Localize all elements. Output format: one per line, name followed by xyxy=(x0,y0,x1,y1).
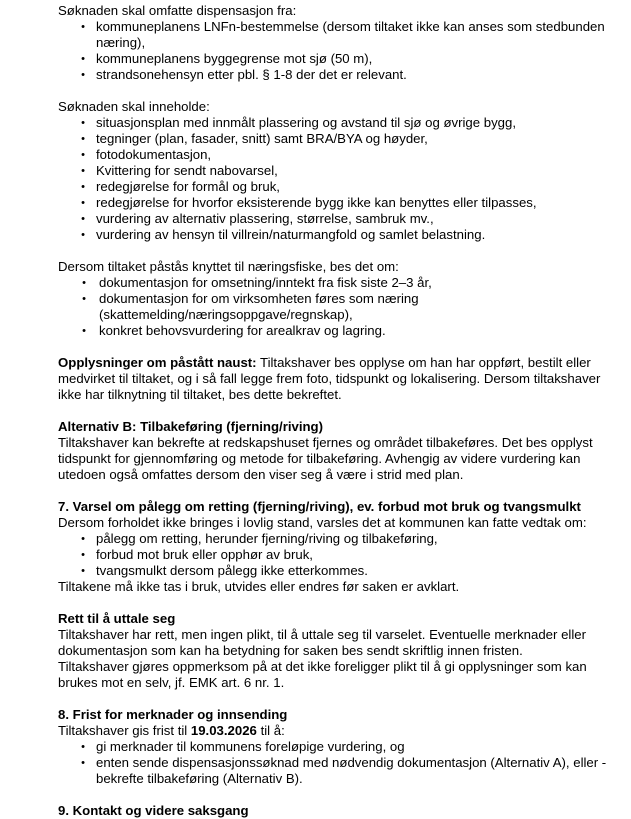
spacer xyxy=(58,83,618,99)
bullet-icon: • xyxy=(82,293,86,305)
naust-label: Opplysninger om påstått naust: xyxy=(58,355,257,370)
section-7-heading: 7. Varsel om pålegg om retting (fjerning/riving), ev. forbud mot bruk og tvangsmulkt xyxy=(58,499,581,514)
list-item: • vurdering av alternativ plassering, størrelse, sambruk mv., xyxy=(96,211,618,227)
list-item: • enten sende dispensasjonssøknad med nødvendig dokumentasjon (Alternativ A), eller - bekrefte tilbakeføring (Alternativ B). xyxy=(96,755,618,787)
list-item: • kommuneplanens LNFn-bestemmelse (dersom tiltaket ikke kan anses som stedbunden næring), xyxy=(96,19,618,51)
spacer xyxy=(58,691,618,707)
section-8-list xyxy=(58,739,618,787)
naeringsfiske-intro: Dersom tiltaket påstås knyttet til næringsfiske, bes det om: xyxy=(58,259,399,274)
list-item: • strandsonehensyn etter pbl. § 1-8 der det er relevant. xyxy=(96,67,618,83)
uttale-text-1: Tiltakshaver har rett, men ingen plikt, til å uttale seg til varselet. Eventuelle merknader eller dokumentasjon som kan ha betydning for saken bes sendt skriftlig innen fristen. xyxy=(58,627,586,658)
bullet-icon: • xyxy=(81,741,85,753)
list-item: • Kvittering for sendt nabovarsel, xyxy=(96,163,618,179)
bullet-icon: • xyxy=(82,277,86,289)
naeringsfiske-list xyxy=(58,275,618,339)
innhold-list xyxy=(58,115,618,243)
bullet-icon: • xyxy=(81,565,85,577)
naust-paragraph xyxy=(58,355,618,403)
bullet-icon: • xyxy=(81,533,85,545)
spacer xyxy=(58,243,618,259)
bullet-icon: • xyxy=(81,181,85,193)
list-item: • forbud mot bruk eller opphør av bruk, xyxy=(96,547,618,563)
section-7-list xyxy=(58,531,618,579)
list-item: • redegjørelse for formål og bruk, xyxy=(96,179,618,195)
list-item: • tegninger (plan, fasader, snitt) samt BRA/BYA og høyder, xyxy=(96,131,618,147)
uttale-text-2: Tiltakshaver gjøres oppmerksom på at det ikke foreligger plikt til å gi opplysninger som kan brukes mot en selv, jf. EMK art. 6 nr. 1. xyxy=(58,659,587,690)
list-item: • gi merknader til kommunens foreløpige vurdering, og xyxy=(96,739,618,755)
section-9-heading: 9. Kontakt og videre saksgang xyxy=(58,803,249,818)
section-7-intro: Dersom forholdet ikke bringes i lovlig stand, varsles det at kommunen kan fatte vedtak om: xyxy=(58,515,587,530)
bullet-icon: • xyxy=(81,149,85,161)
bullet-icon: • xyxy=(81,757,85,769)
bullet-icon: • xyxy=(81,117,85,129)
bullet-icon: • xyxy=(81,549,85,561)
bullet-icon: • xyxy=(81,69,85,81)
dispensasjon-intro: Søknaden skal omfatte dispensasjon fra: xyxy=(58,3,297,18)
spacer xyxy=(58,595,618,611)
list-item: • vurdering av hensyn til villrein/naturmangfold og samlet belastning. xyxy=(96,227,618,243)
bullet-icon: • xyxy=(81,165,85,177)
alternativ-b-text: Tiltakshaver kan bekrefte at redskapshuset fjernes og området tilbakeføres. Det bes opplyst tidspunkt for gjennomføring og metode for tilbakeføring. Avhengig av videre vurdering kan utedoen også omfattes dersom den viser seg å være i strid med plan. xyxy=(58,435,593,482)
list-item: • redegjørelse for hvorfor eksisterende bygg ikke kan benyttes eller tilpasses, xyxy=(96,195,618,211)
bullet-icon: • xyxy=(81,21,85,33)
deadline-date: 19.03.2026 xyxy=(190,723,257,738)
uttale-heading: Rett til å uttale seg xyxy=(58,611,176,626)
spacer xyxy=(58,787,618,803)
bullet-icon: • xyxy=(81,229,85,241)
spacer xyxy=(58,403,618,419)
list-item: • situasjonsplan med innmålt plassering og avstand til sjø og øvrige bygg, xyxy=(96,115,618,131)
bullet-icon: • xyxy=(81,197,85,209)
spacer xyxy=(58,483,618,499)
innhold-intro: Søknaden skal inneholde: xyxy=(58,99,210,114)
dispensasjon-list xyxy=(58,19,618,83)
section-8-heading: 8. Frist for merknader og innsending xyxy=(58,707,288,722)
bullet-icon: • xyxy=(81,53,85,65)
alternativ-b-heading: Alternativ B: Tilbakeføring (fjerning/riving) xyxy=(58,419,323,434)
bullet-icon: • xyxy=(81,213,85,225)
spacer xyxy=(58,339,618,355)
bullet-icon: • xyxy=(82,325,86,337)
list-item: • kommuneplanens byggegrense mot sjø (50 m), xyxy=(96,51,618,67)
list-item: • konkret behovsvurdering for arealkrav og lagring. xyxy=(99,323,618,339)
list-item: • tvangsmulkt dersom pålegg ikke etterkommes. xyxy=(96,563,618,579)
list-item: • fotodokumentasjon, xyxy=(96,147,618,163)
list-item: • pålegg om retting, herunder fjerning/riving og tilbakeføring, xyxy=(96,531,618,547)
list-item: • dokumentasjon for omsetning/inntekt fra fisk siste 2–3 år, xyxy=(99,275,618,291)
bullet-icon: • xyxy=(81,133,85,145)
list-item: • dokumentasjon for om virksomheten føres som næring (skattemelding/næringsoppgave/regnskap), xyxy=(99,291,618,323)
section-8-intro: Tiltakshaver gis frist til 19.03.2026 til å: xyxy=(58,723,285,738)
section-7-outro: Tiltakene må ikke tas i bruk, utvides eller endres før saken er avklart. xyxy=(58,579,460,594)
naust-text: Tiltakshaver bes opplyse om han har oppført, bestilt eller medvirket til tiltaket, og i så fall legge frem foto, tidspunkt og lokalisering. Dersom tiltakshaver ikke har tilknytning til tiltaket, bes dette bekreftet. xyxy=(58,355,601,402)
